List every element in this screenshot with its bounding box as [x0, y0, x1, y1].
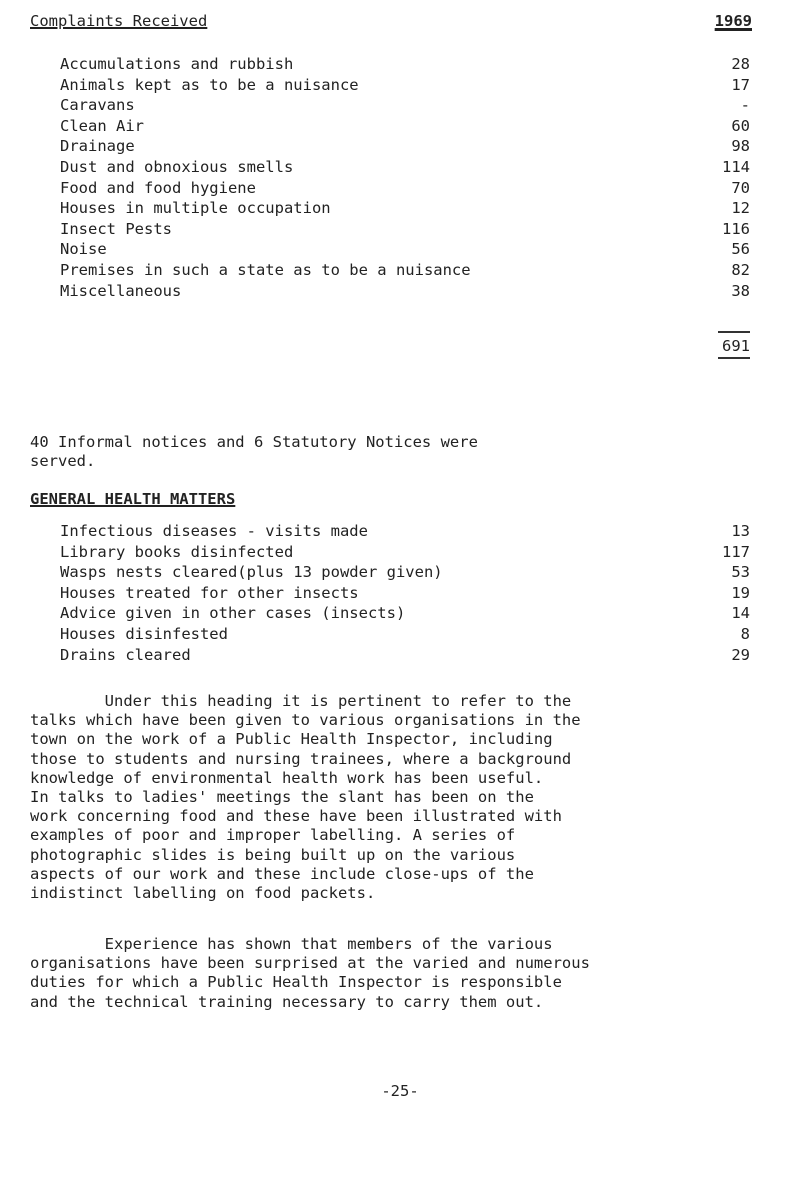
- general-health-table: [60, 522, 750, 666]
- table-row: [60, 625, 750, 646]
- row-value: 38: [731, 281, 750, 300]
- table-row: [60, 563, 750, 584]
- row-value: 114: [722, 157, 750, 176]
- table-row: [60, 584, 750, 605]
- complaints-total-block: [60, 307, 750, 355]
- row-value: 8: [740, 624, 750, 643]
- table-row: [60, 117, 750, 138]
- row-label: Houses in multiple occupation: [60, 199, 331, 218]
- total-rule-bottom: [718, 357, 750, 359]
- notices-text: 40 Informal notices and 6 Statutory Notices were served.: [30, 433, 478, 471]
- table-row: [60, 220, 750, 241]
- row-label: Infectious diseases - visits made: [60, 522, 368, 540]
- table-row: [60, 282, 750, 303]
- complaints-total-row: [60, 337, 750, 359]
- row-value: 13: [731, 522, 750, 540]
- row-label: Library books disinfected: [60, 542, 294, 561]
- row-value: 28: [731, 55, 750, 73]
- table-row: [60, 137, 750, 158]
- row-value: 117: [722, 542, 750, 561]
- row-label: Houses disinfested: [60, 624, 228, 643]
- row-label: Wasps nests cleared(plus 13 powder given): [60, 563, 443, 582]
- table-row: [60, 158, 750, 179]
- row-label: Drainage: [60, 137, 135, 156]
- table-row: [60, 96, 750, 117]
- row-label: Insect Pests: [60, 219, 172, 238]
- table-row: [60, 261, 750, 282]
- paragraph-experience: Experience has shown that members of the various organisations have been surprised at the varied and numerous duties for which a Public Health Inspector is responsible and the technical training necessary to carry them out.: [30, 935, 590, 1011]
- table-row: [60, 55, 750, 76]
- row-label: Dust and obnoxious smells: [60, 157, 294, 176]
- row-value: 70: [731, 178, 750, 197]
- row-label: Drains cleared: [60, 645, 191, 664]
- row-value: -: [740, 96, 750, 115]
- page-heading: Complaints Received: [30, 12, 208, 30]
- row-value: 116: [722, 219, 750, 238]
- table-row: [60, 240, 750, 261]
- row-value: 29: [731, 645, 750, 664]
- row-value: 98: [731, 137, 750, 156]
- table-row: [60, 522, 750, 543]
- row-value: 12: [731, 199, 750, 218]
- table-row: [60, 76, 750, 97]
- row-label: Advice given in other cases (insects): [60, 604, 406, 623]
- row-label: Premises in such a state as to be a nuisance: [60, 260, 471, 279]
- row-label: Animals kept as to be a nuisance: [60, 75, 359, 94]
- row-label: Houses treated for other insects: [60, 583, 359, 602]
- complaints-total: 691: [722, 337, 750, 355]
- table-row: [60, 199, 750, 220]
- table-row: [60, 543, 750, 564]
- paragraph-talks: Under this heading it is pertinent to refer to the talks which have been given to various organisations in the town on the work of a Public Health Inspector, including those to students and nursing trainees, where a background knowledge of environmental health work has been useful. In talks to ladies' meetings the slant has been on the work concerning food and these have been illustrated with examples of poor and improper labelling. A series of photographic slides is being built up on the various aspects of our work and these include close-ups of the indistinct labelling on food packets.: [30, 692, 581, 903]
- page-number: -25-: [381, 1082, 419, 1100]
- table-row: [60, 604, 750, 625]
- page-header: [30, 12, 752, 31]
- row-label: Food and food hygiene: [60, 178, 256, 197]
- row-value: 17: [731, 75, 750, 94]
- row-value: 14: [731, 604, 750, 623]
- row-value: 19: [731, 583, 750, 602]
- row-value: 82: [731, 260, 750, 279]
- row-value: 53: [731, 563, 750, 582]
- total-rule-top: [718, 331, 750, 333]
- report-year: 1969: [714, 12, 752, 30]
- complaints-table: [60, 55, 750, 302]
- row-label: Caravans: [60, 96, 135, 115]
- table-row: [60, 646, 750, 667]
- section-title-general-health: GENERAL HEALTH MATTERS: [30, 490, 236, 508]
- row-label: Clean Air: [60, 116, 144, 135]
- table-row: [60, 179, 750, 200]
- row-label: Noise: [60, 240, 107, 259]
- row-label: Accumulations and rubbish: [60, 55, 294, 73]
- row-value: 60: [731, 116, 750, 135]
- row-value: 56: [731, 240, 750, 259]
- row-label: Miscellaneous: [60, 281, 182, 300]
